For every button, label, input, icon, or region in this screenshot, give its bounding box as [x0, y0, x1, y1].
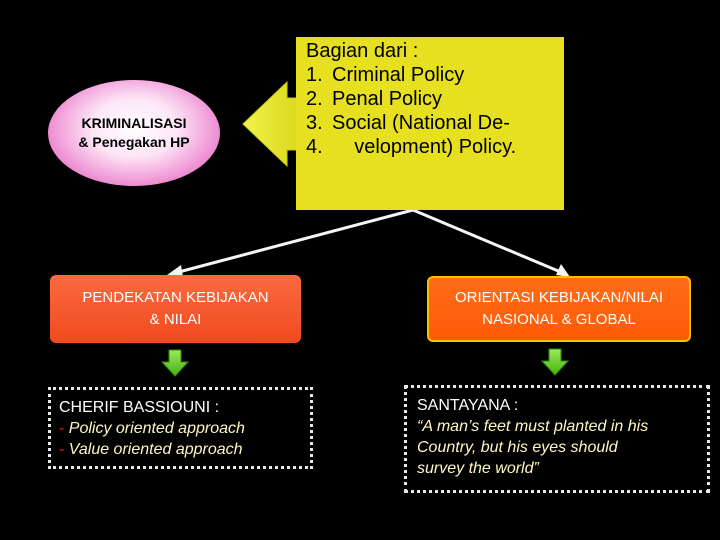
- approach-box: [50, 275, 301, 343]
- orientation-box: [427, 276, 691, 342]
- connector-right: [413, 210, 563, 273]
- bassiouni-heading: CHERIF BASSIOUNI :: [59, 399, 220, 416]
- left-pointing-arrow: [243, 82, 302, 166]
- policy-item: [306, 87, 564, 111]
- santayana-box: [404, 385, 710, 493]
- split-connector: [167, 210, 570, 277]
- policy-item: [306, 63, 564, 87]
- kriminalisasi-oval: [48, 80, 220, 186]
- orientation-box-line-1: ORIENTASI KEBIJAKAN/NILAI: [454, 289, 664, 306]
- connector-left: [175, 210, 413, 273]
- policy-item-text: Criminal Policy: [332, 64, 465, 86]
- quote-line: “A man’s feet must planted in his: [417, 418, 649, 435]
- policy-box: [296, 37, 564, 210]
- oval-line-2: & Penegakan HP: [78, 134, 190, 150]
- bassiouni-item: [59, 418, 302, 439]
- quote-line: survey the world”: [417, 460, 539, 477]
- approach-box-line-1: PENDEKATAN KEBIJAKAN: [82, 289, 269, 306]
- oval-line-1: KRIMINALISASI: [81, 115, 187, 131]
- policy-item-text: velopment) Policy.: [332, 136, 517, 158]
- santayana-heading: SANTAYANA :: [417, 397, 519, 414]
- policy-item-number: 2.: [306, 88, 323, 110]
- bassiouni-box: [48, 387, 313, 469]
- policy-item-number: 3.: [306, 112, 323, 134]
- policy-item-number: 4.: [306, 136, 323, 158]
- quote-line: Country, but his eyes should: [417, 439, 618, 456]
- policy-item-text: Social (National De-: [332, 112, 510, 134]
- policy-item-text: Penal Policy: [332, 88, 443, 110]
- item-dash: -: [59, 420, 69, 437]
- bassiouni-item: [59, 439, 302, 460]
- item-text: Policy oriented approach: [68, 420, 245, 437]
- policy-item: [306, 135, 564, 159]
- down-arrow-right: [542, 349, 568, 375]
- down-arrow-left: [162, 350, 188, 376]
- orientation-box-line-2: NASIONAL & GLOBAL: [482, 311, 636, 328]
- policy-box-title: Bagian dari :: [306, 40, 419, 62]
- item-dash: -: [59, 441, 69, 458]
- policy-item-number: 1.: [306, 64, 323, 86]
- policy-item: [306, 111, 564, 135]
- item-text: Value oriented approach: [68, 441, 243, 458]
- approach-box-line-2: & NILAI: [149, 311, 202, 328]
